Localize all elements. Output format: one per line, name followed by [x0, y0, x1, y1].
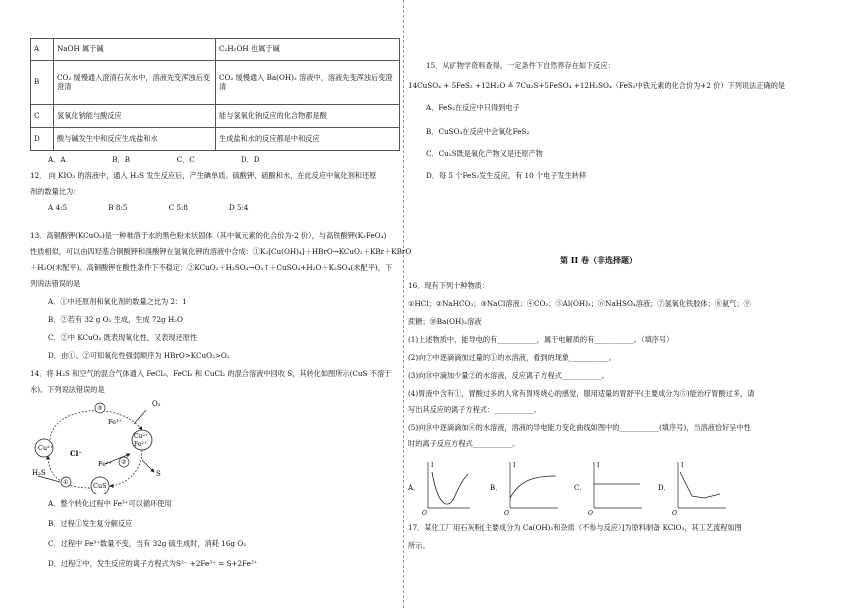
q14-text: 水)。下列说法错误的是	[30, 385, 105, 394]
q17-text: 所示。	[408, 541, 430, 550]
option-d[interactable]: D 5:4	[228, 203, 249, 212]
cu-label: Cu²⁺	[38, 444, 54, 452]
q11-options	[48, 156, 303, 165]
q14-text: 14．将 H₂S 和空气的混合气体通入 FeCl₃、FeCl₂ 和 CuCl₂ 的混合溶液中回收 S，其转化如图所示(CuS 不溶于	[30, 369, 392, 378]
q13-text: 性质相似，可以由四羟基合铜酸钾和溴酸钾在氢氧化钾的溶液中合成：①K₂[Cu(OH)₄]＋HBrO→KCuO₂＋KBr＋KBrO	[30, 247, 412, 256]
graph-label: D．	[658, 484, 671, 492]
axis-label: O	[588, 510, 593, 517]
node-label: Cu²⁺	[134, 433, 149, 440]
option-a[interactable]: A．整个转化过程中 Fe³⁺可以循环使用	[48, 499, 172, 508]
option-a[interactable]: A．A	[48, 155, 66, 164]
table-cell: NaOH 属于碱	[54, 39, 216, 61]
step-label: ②	[121, 459, 127, 466]
axis-label: I	[597, 462, 600, 469]
curve	[680, 472, 720, 498]
graph-c[interactable]	[574, 462, 642, 517]
q12-text: 12． 向 KIO₃ 的溶液中，通入 H₂S 发生反应后，产生碘单质、硫酸钾、硫酸和水，在此反应中氧化剂和还原	[30, 171, 377, 180]
option-b[interactable]: B．过程①发生复分解反应	[48, 519, 133, 528]
option-a[interactable]: A．①中还原剂和氧化剂的数量之比为 2：1	[48, 297, 187, 306]
option-b[interactable]: B．CuSO₄在反应中会氧化FeS₂	[426, 127, 530, 136]
axis-label: O	[504, 510, 509, 517]
axis-label: I	[431, 462, 434, 469]
o2-label: O₂	[152, 400, 161, 408]
graph-label: A．	[408, 484, 421, 492]
option-c[interactable]: C．Cu₂S既是氧化产物又是还原产物	[426, 149, 543, 158]
q12-text: 剂的数量比为：	[30, 187, 81, 196]
table-cell: C	[31, 105, 54, 128]
axis-label: I	[681, 462, 684, 469]
table-row	[31, 61, 400, 105]
q17-text: 17．某化工厂用石灰粉[主要成分为 Ca(OH)₂和杂质（不参与反应）]为原料制备 KClO₃，其工艺流程如图	[408, 523, 742, 532]
fe2-label: Fe²⁺	[98, 460, 113, 468]
conductivity-graphs	[408, 458, 748, 518]
option-c[interactable]: C．②中 KCuO₂ 既表现氧化性，又表现还原性	[48, 333, 198, 342]
column-divider	[403, 0, 404, 608]
q16-text: 蔗糖；⑩Ba(OH)₂溶液	[408, 317, 482, 326]
axis-label: O	[672, 510, 677, 517]
graph-label: C．	[574, 484, 587, 492]
q16-part: (4)胃液中含有①，胃酸过多的人常有胃疼烧心的感觉，服用适量的胃舒平(主要成分为⑤)能治疗胃酸过多，请	[408, 389, 755, 398]
curve	[510, 476, 556, 498]
section-title: 第 II 卷（非选择题）	[560, 255, 638, 265]
table-cell: D	[31, 128, 54, 151]
table-cell: CO₂ 缓慢通入 Ba(OH)₂ 溶液中，溶液先变浑浊后变澄清	[216, 61, 400, 105]
option-c[interactable]: C．C	[176, 155, 195, 164]
q16-part: (1)上述物质中，能导电的有___________，属于电解质的有___________。（填序号）	[408, 335, 674, 344]
option-a[interactable]: A．FeS₂在反应中只得到电子	[426, 103, 520, 112]
cycle-arrow	[134, 410, 146, 424]
cycle-arrow	[50, 411, 142, 440]
fe3-label: Fe³⁺	[108, 418, 123, 426]
q16-part: (2)向⑦中逐滴滴加过量的①的水溶液，看到的现象___________。	[408, 353, 616, 362]
step-label: ①	[63, 479, 69, 486]
q13-text: ＋H₂O(未配平)。高铜酸钾在酸性条件下不稳定：②KCuO₂＋H₂SO₄→O₂↑＋CuSO₄+H₂O＋K₂SO₄(未配平)，下	[30, 263, 393, 272]
q16-part: 写出其反应的离子方程式：___________。	[408, 405, 541, 414]
option-d[interactable]: D．由①、②可知氧化性强弱顺序为 HBrO>KCuO₂>O₂	[48, 351, 230, 360]
options-table	[30, 38, 400, 151]
graph-b[interactable]	[490, 462, 558, 517]
node-label: Fe²⁺	[134, 441, 147, 448]
option-c[interactable]: C．过程中 Fe³⁺数量不变，当有 32g 硫生成时，消耗 16g O₂	[48, 539, 247, 548]
table-cell: A	[31, 39, 54, 61]
option-a[interactable]: A 4:5	[48, 203, 68, 212]
table-row	[31, 105, 400, 128]
cycle-arrow	[142, 460, 154, 472]
option-d[interactable]: D．过程②中，发生反应的离子方程式为S²⁻ +2Fe³⁺ = S+2Fe²⁺	[48, 559, 258, 568]
table-row	[31, 39, 400, 61]
table-cell: 能与氢氧化钠反应的化合物都是酸	[216, 105, 400, 128]
cus-label: CuS	[93, 482, 107, 490]
q15-text: 14CuSO₄ + 5FeS₂ +12H₂O ≜ 7Cu₂S+5FeSO₄ +12H₂SO₄（FeS₂中铁元素的化合价为+2 价）下列说法正确的是	[408, 81, 786, 90]
table-cell: 氢氧化钠能与酸反应	[54, 105, 216, 128]
option-b[interactable]: B 8:5	[108, 203, 128, 212]
q12-options	[48, 204, 287, 213]
table-row	[31, 128, 400, 151]
option-d[interactable]: D．每 5 个FeS₂发生反应，有 10 个电子发生转移	[426, 171, 587, 180]
option-d[interactable]: D．D	[240, 155, 260, 164]
graph-d[interactable]	[658, 462, 726, 517]
curve	[432, 472, 468, 504]
axis-label: O	[422, 510, 427, 517]
cl-label: Cl⁻	[70, 449, 82, 458]
table-cell: 生成盐和水的反应都是中和反应	[216, 128, 400, 151]
q16-text: 16．现有下列十种物质：	[408, 281, 490, 290]
axis-label: I	[513, 462, 516, 469]
table-cell: B	[31, 61, 54, 105]
table-cell: CO₂ 缓慢通入澄清石灰水中，溶液先变浑浊后变澄清	[54, 61, 216, 105]
option-b[interactable]: B．②若有 32 g O₂ 生成，生成 72g H₂O	[48, 315, 183, 324]
table-cell: C₂H₅OH 也属于碱	[216, 39, 400, 61]
graph-label: B．	[490, 484, 503, 492]
q16-part: 时的离子反应方程式___________。	[408, 439, 520, 448]
q16-part: (5)向⑩中逐滴滴加⑥的水溶液，溶液的导电能力变化曲线如图中的___________(填序号)，当溶液恰好呈中性	[408, 423, 751, 432]
q13-text: 13．高铜酸钾(KCuO₂)是一种难溶于水的黑色粉末状固体（其中氧元素的化合价为-2 价），与高铁酸钾(K₂FeO₄)	[30, 231, 387, 240]
s-label: S	[156, 470, 161, 478]
graph-a[interactable]	[408, 462, 470, 517]
option-b[interactable]: B．B	[112, 155, 131, 164]
option-c[interactable]: C 5:8	[168, 203, 188, 212]
q16-part: (3)向⑩中滴加少量②的水溶液，反应离子方程式___________。	[408, 371, 609, 380]
q16-text: ①HCl；②NaHCO₃；③NaCl溶液；④CO₂；⑤Al(OH)₃；⑥NaHSO₄溶液；⑦氢氧化铁胶体；⑧氨气；⑨	[408, 299, 751, 308]
q13-text: 列说法错误的是	[30, 279, 81, 288]
step-label: ③	[97, 405, 103, 412]
table-cell: 酸与碱发生中和反应生成盐和水	[54, 128, 216, 151]
q15-text: 15．从矿物学资料查得，一定条件下自然界存在如下反应：	[426, 61, 615, 70]
h2s-label: H₂S	[32, 469, 46, 477]
cycle-diagram	[30, 396, 180, 494]
